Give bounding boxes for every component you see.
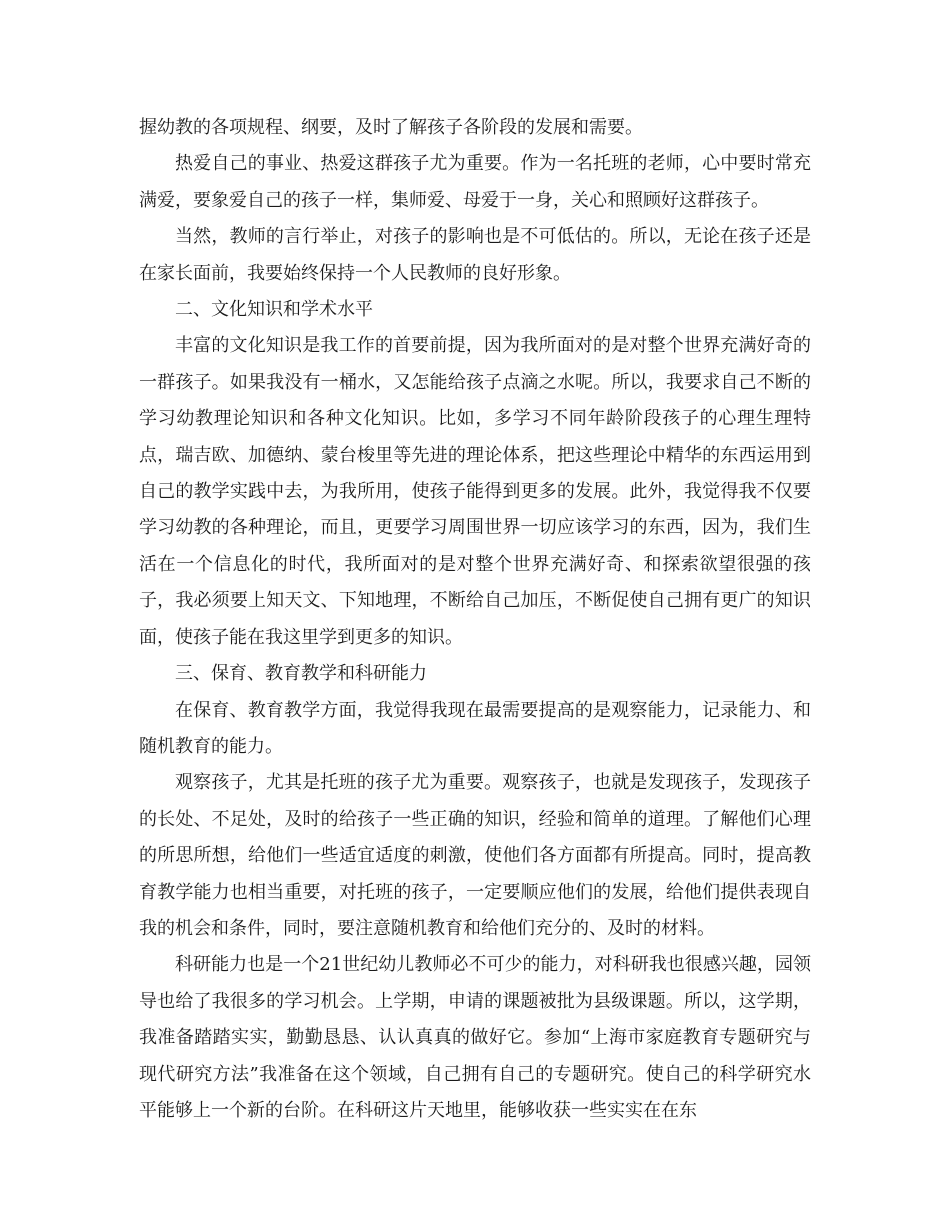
paragraph-2: 热爱自己的事业、热爱这群孩子尤为重要。作为一名托班的老师，心中要时常充满爱，要象爱自己的孩子一样，集师爱、母爱于一身，关心和照顾好这群孩子。: [139, 153, 811, 211]
paragraph-4: 丰富的文化知识是我工作的首要前提，因为我所面对的是对整个世界充满好奇的一群孩子。如果我没有一桶水，又怎能给孩子点滴之水呢。所以，我要求自己不断的学习幼教理论知识和各种文化知识。比如，多学习不同年龄阶段孩子的心理生理特点，瑞吉欧、加德纳、蒙台梭里等先进的理论体系，把这些理论中精华的东西运用到自己的教学实践中去，为我所用，使孩子能得到更多的发展。此外，我觉得我不仅要学习幼教的各种理论，而且，更要学习周围世界一切应该学习的东西，因为，我们生活在一个信息化的时代，我所面对的是对整个世界充满好奇、和探索欲望很强的孩子，我必须要上知天文、下知地理，不断给自己加压，不断促使自己拥有更广的知识面，使孩子能在我这里学到更多的知识。: [139, 335, 811, 648]
section-heading-2: 二、文化知识和学术水平: [175, 299, 373, 321]
section-heading-3: 三、保育、教育教学和科研能力: [175, 663, 427, 685]
paragraph-1: 握幼教的各项规程、纲要，及时了解孩子各阶段的发展和需要。: [139, 117, 643, 138]
paragraph-5: 在保育、教育教学方面，我觉得我现在最需要提高的是观察能力，记录能力、和随机教育的能力。: [139, 699, 811, 757]
paragraph-3: 当然，教师的言行举止，对孩子的影响也是不可低估的。所以，无论在孩子还是在家长面前，我要始终保持一个人民教师的良好形象。: [139, 226, 811, 284]
paragraph-6: 观察孩子，尤其是托班的孩子尤为重要。观察孩子，也就是发现孩子，发现孩子的长处、不足处，及时的给孩子一些正确的知识，经验和简单的道理。了解他们心理的所思所想，给他们一些适宜适度的刺激，使他们各方面都有所提高。同时，提高教育教学能力也相当重要，对托班的孩子，一定要顺应他们的发展，给他们提供表现自我的机会和条件，同时，要注意随机教育和给他们充分的、及时的材料。: [139, 772, 811, 939]
document-body: [139, 110, 811, 1129]
paragraph-7: 科研能力也是一个21世纪幼儿教师必不可少的能力，对科研我也很感兴趣，园领导也给了我很多的学习机会。上学期，申请的课题被批为县级课题。所以，这学期，我准备踏踏实实，勤勤恳恳、认认真真的做好它。参加“上海市家庭教育专题研究与现代研究方法”我准备在这个领域，自己拥有自己的专题研究。使自己的科学研究水平能够上一个新的台阶。在科研这片天地里，能够收获一些实实在在东: [139, 954, 811, 1121]
